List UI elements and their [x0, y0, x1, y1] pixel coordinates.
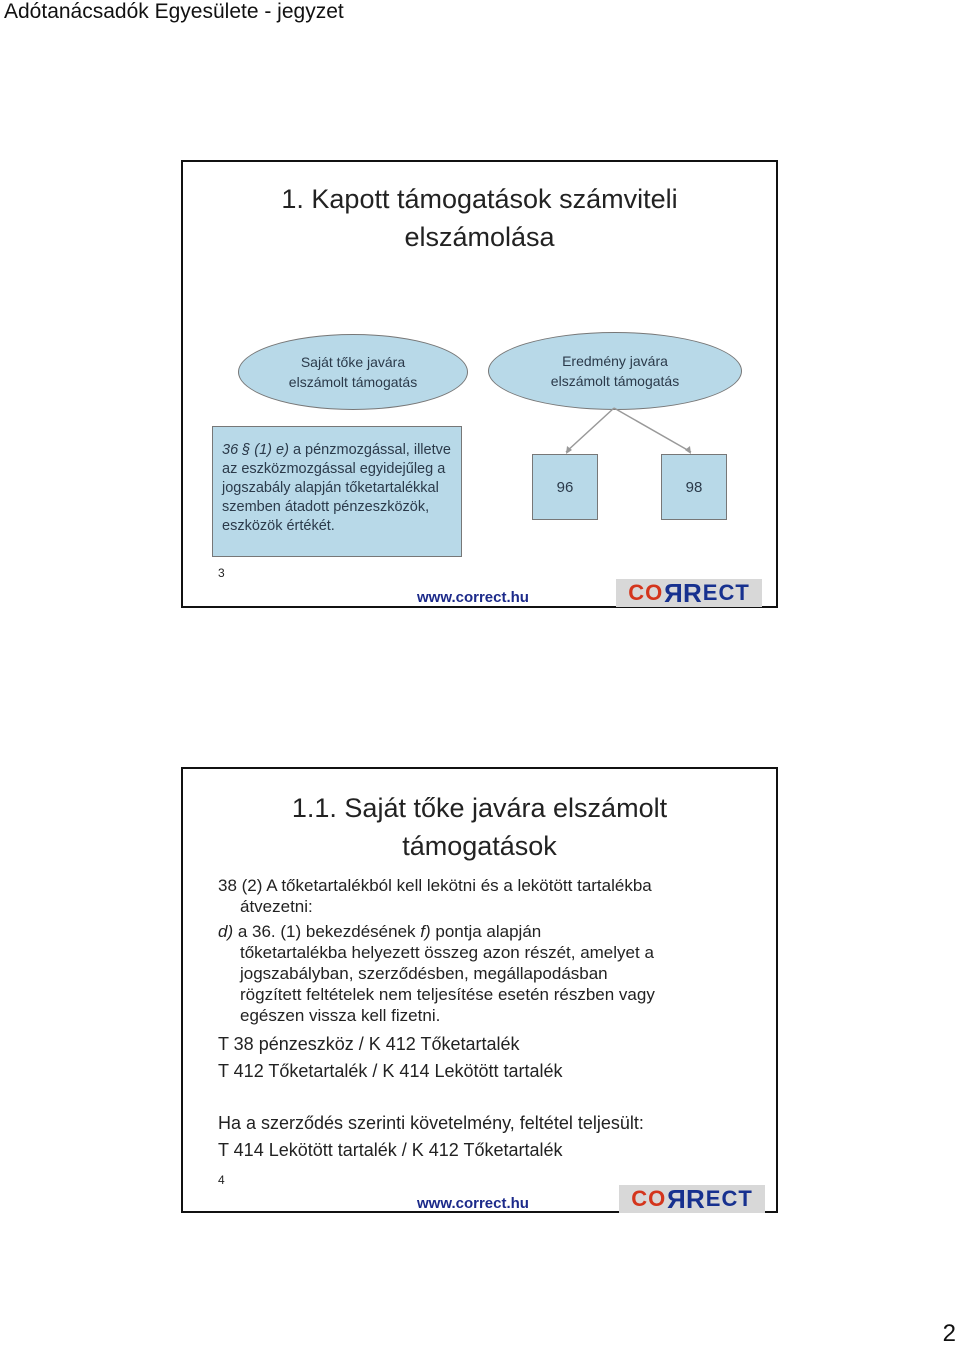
item-letter: d) [218, 922, 234, 941]
ellipse-label-line-1: Saját tőke javára [300, 354, 406, 370]
paragraph-d [218, 921, 758, 1026]
paragraph-line-end: pontja alapján [430, 922, 542, 941]
paragraph-38-2 [218, 875, 758, 917]
slide-4 [181, 767, 778, 1213]
paragraph-line: tőketartalékba helyezett összeg azon részét, amelyet a [240, 943, 654, 962]
item-ref: f) [420, 922, 431, 941]
slide-title-line-2: támogatások [402, 831, 557, 861]
paragraph-line: rögzített feltételek nem teljesítése esetén részben vagy [240, 985, 655, 1004]
journal-entry-1: T 38 pénzeszköz / K 412 Tőketartalék [218, 1034, 520, 1054]
account-98-box [661, 454, 727, 520]
document-title: Adótanácsadók Egyesülete - jegyzet [4, 0, 344, 23]
box-text-line-1: a pénzmozgással, illetve [288, 442, 451, 458]
box-text-line-2: az eszközmozgással egyidejűleg a [222, 461, 446, 477]
paragraph-line: a 36. (1) bekezdésének [233, 922, 421, 941]
ellipse-label-line-1: Eredmény javára [562, 353, 668, 369]
account-96-box [532, 454, 598, 520]
logo-r-mirrored: R [666, 1183, 686, 1214]
condition-text: Ha a szerződés szerinti követelmény, feltétel teljesült: [218, 1113, 644, 1133]
journal-entry-2: T 412 Tőketartalék / K 414 Lekötött tartalék [218, 1061, 563, 1081]
slide-3 [181, 160, 778, 608]
journal-entry-3: T 414 Lekötött tartalék / K 412 Tőketartalék [218, 1140, 563, 1160]
logo-r-mirrored: R [663, 577, 683, 608]
slide-number: 4 [218, 1173, 225, 1187]
slide-title-line-1: 1.1. Saját tőke javára elszámolt [291, 793, 668, 823]
paragraph-line: átvezetni: [240, 897, 313, 916]
ellipse-label-line-2: elszámolt támogatás [550, 373, 680, 389]
website-url: www.correct.hu [417, 1195, 529, 1212]
equity-support-ellipse [238, 334, 468, 410]
paragraph-sign: § [238, 442, 255, 458]
section-36-box [212, 426, 462, 557]
logo-r: R [683, 577, 703, 608]
account-98-label: 98 [685, 478, 703, 496]
page-number: 2 [942, 1320, 956, 1347]
account-96-label: 96 [556, 478, 574, 496]
slide-title-line-1: 1. Kapott támogatások számviteli [281, 184, 678, 214]
correct-logo [616, 579, 762, 607]
box-text-line-3: jogszabály alapján tőketartalékkal [222, 480, 439, 496]
result-support-ellipse [488, 332, 742, 410]
slide-title [183, 180, 776, 256]
slide-number: 3 [218, 566, 225, 580]
section-ref: 36 [222, 442, 239, 458]
slide-title-line-2: elszámolása [404, 222, 555, 252]
logo-r: R [686, 1183, 706, 1214]
correct-logo [619, 1185, 765, 1213]
subsection-ref: (1) e) [254, 442, 289, 458]
box-text-line-5: eszközök értékét. [222, 518, 335, 534]
ellipse-label-line-2: elszámolt támogatás [288, 374, 418, 390]
box-text-line-4: szemben átadott pénzeszközök, [222, 499, 430, 515]
logo-ect: ECT [702, 580, 750, 605]
logo-ect: ECT [705, 1186, 753, 1211]
paragraph-line: 38 (2) A tőketartalékból kell lekötni és a lekötött tartalékba [218, 876, 652, 895]
logo-co: CO [631, 1186, 667, 1211]
website-url: www.correct.hu [417, 589, 529, 606]
logo-co: CO [628, 580, 664, 605]
slide-title [183, 789, 776, 865]
paragraph-line: jogszabályban, szerződésben, megállapodásban [240, 964, 608, 983]
paragraph-line: egészen vissza kell fizetni. [240, 1006, 441, 1025]
